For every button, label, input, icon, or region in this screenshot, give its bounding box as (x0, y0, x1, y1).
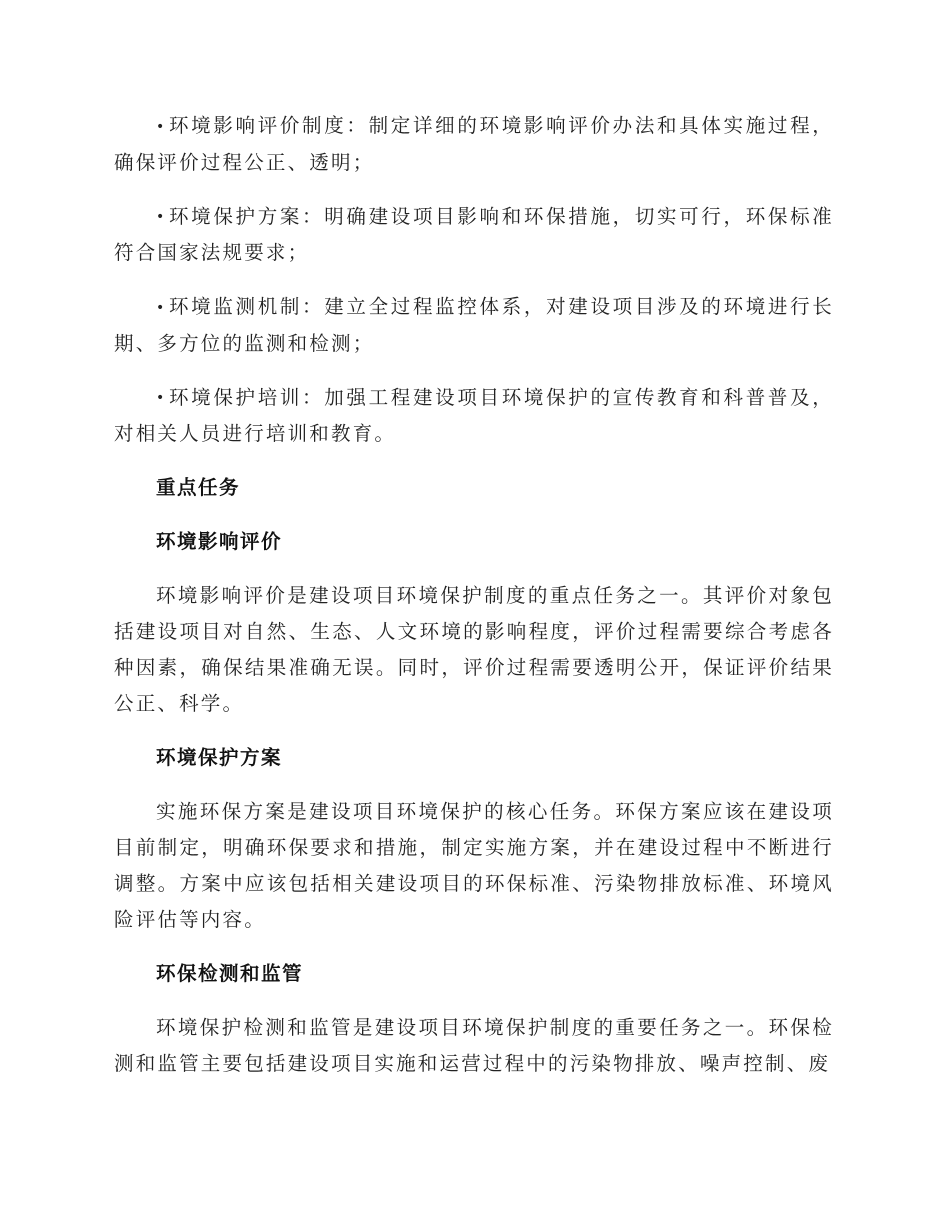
bullet-text: 环境保护培训：加强工程建设项目环境保护的宣传教育和科普普及，对相关人员进行培训和教育。 (114, 385, 834, 445)
bullet-dot: • (156, 299, 167, 316)
bullet-item (114, 199, 834, 272)
bullet-item (114, 289, 834, 362)
section-heading: 重点任务 (156, 476, 241, 499)
document-body (114, 108, 834, 1100)
bullet-dot: • (156, 390, 167, 406)
bullet-text: 环境监测机制：建立全过程监控体系，对建设项目涉及的环境进行长期、多方位的监测和检测； (114, 295, 834, 355)
bullet-dot: • (156, 209, 167, 225)
bullet-text: 环境影响评价制度：制定详细的环境影响评价办法和具体实施过程，确保评价过程公正、透明； (114, 114, 834, 174)
paragraph: 实施环保方案是建设项目环境保护的核心任务。环保方案应该在建设项目前制定，明确环保要求和措施，制定实施方案，并在建设过程中不断进行调整。方案中应该包括相关建设项目的环保标准、污染物排放标准、环境风险评估等内容。 (114, 800, 834, 931)
subsection-heading: 环境影响评价 (156, 530, 283, 553)
bullet-item (114, 108, 834, 181)
subsection-heading: 环保检测和监管 (156, 962, 304, 985)
bullet-text: 环境保护方案：明确建设项目影响和环保措施，切实可行，环保标准符合国家法规要求； (114, 204, 834, 264)
bullet-dot: • (156, 118, 167, 135)
bullet-item (114, 380, 834, 453)
subsection-heading: 环境保护方案 (156, 746, 283, 769)
paragraph: 环境影响评价是建设项目环境保护制度的重点任务之一。其评价对象包括建设项目对自然、生态、人文环境的影响程度，评价过程需要综合考虑各种因素，确保结果准确无误。同时，评价过程需要透明公开，保证评价结果公正、科学。 (114, 584, 834, 715)
paragraph: 环境保护检测和监管是建设项目环境保护制度的重要任务之一。环保检测和监管主要包括建设项目实施和运营过程中的污染物排放、噪声控制、废 (114, 1016, 834, 1075)
